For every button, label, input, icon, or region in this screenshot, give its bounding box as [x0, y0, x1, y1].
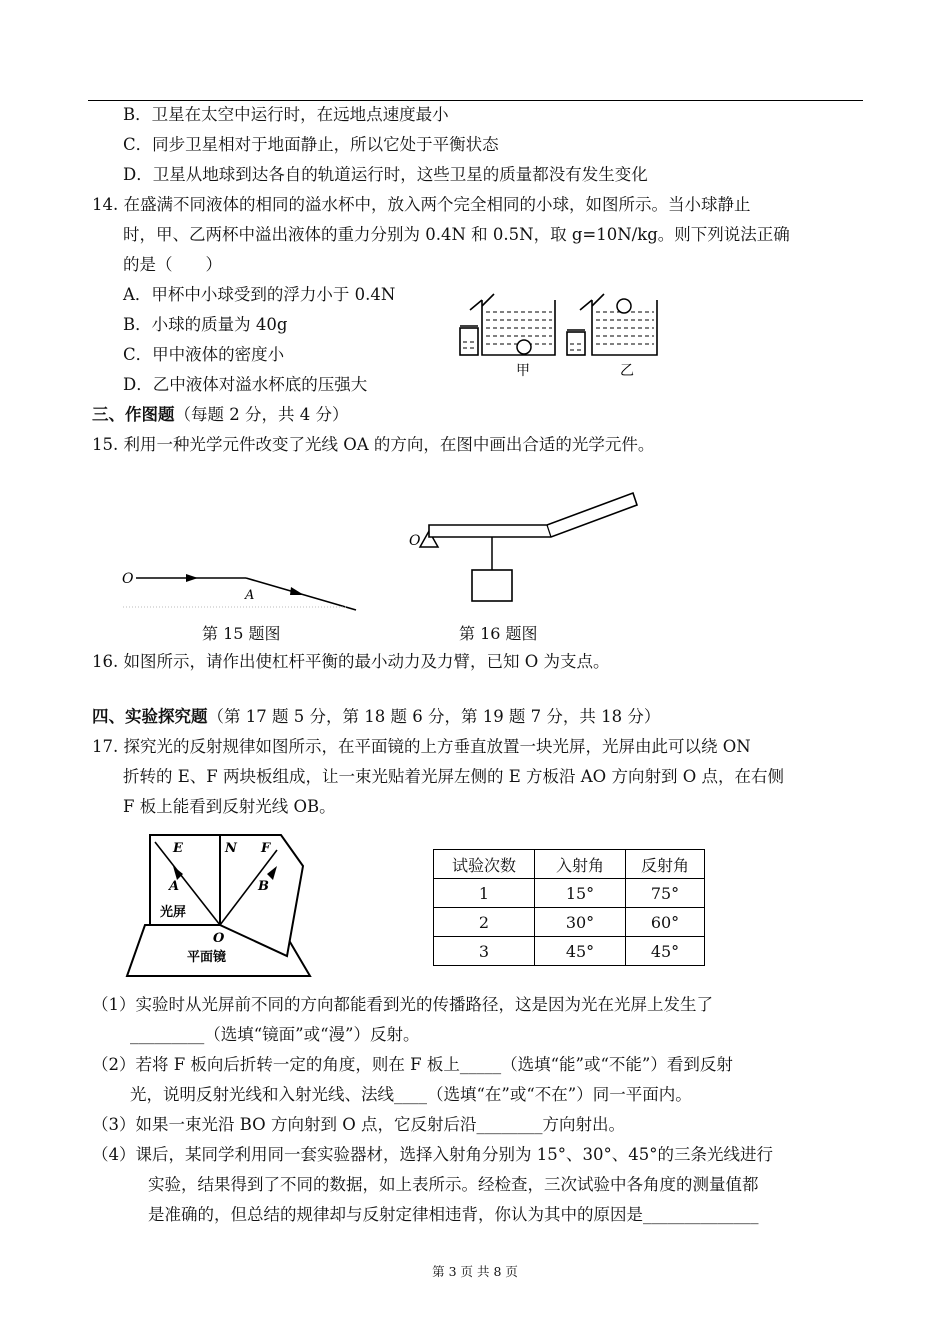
table-row [434, 908, 705, 937]
fig16-caption: 第 16 题图 [459, 624, 538, 643]
q17-part3: （3）如果一束光沿 BO 方向射到 O 点，它反射后沿________方向射出。 [92, 1115, 625, 1134]
q13-option-d: D．卫星从地球到达各自的轨道运行时，这些卫星的质量都没有发生变化 [123, 165, 648, 184]
cup-label-yi: 乙 [620, 363, 634, 379]
table-cell: 3 [434, 937, 535, 966]
q14-option-b: B．小球的质量为 40g [123, 315, 288, 334]
q17-stem-line2: 折转的 E、F 两块板组成，让一束光贴着光屏左侧的 E 方板沿 AO 方向射到 O 点，在右侧 [123, 767, 784, 786]
q13-option-b: B．卫星在太空中运行时，在远地点速度最小 [123, 105, 449, 124]
table-row [434, 937, 705, 966]
fig17-reflection-apparatus [125, 828, 325, 986]
fig15-label-o: O [122, 571, 134, 587]
table-cell: 30° [535, 908, 626, 937]
header-rule [88, 100, 863, 101]
fig17-label-e: E [173, 841, 183, 856]
table-cell: 15° [535, 879, 626, 908]
page-footer: 第 3 页 共 8 页 [432, 1264, 518, 1279]
table-header-cell: 试验次数 [434, 850, 535, 879]
table-cell: 45° [535, 937, 626, 966]
q17-part2-line1: （2）若将 F 板向后折转一定的角度，则在 F 板上_____（选填“能”或“不能”）看到反射 [92, 1055, 733, 1074]
q14-stem-line1: 14. 在盛满不同液体的相同的溢水杯中，放入两个完全相同的小球，如图所示。当小球静止 [92, 195, 751, 214]
section-4-heading: 四、实验探究题（第 17 题 5 分，第 18 题 6 分，第 19 题 7 分，共 18 分） [92, 707, 661, 726]
q14-stem-line2: 时，甲、乙两杯中溢出液体的重力分别为 0.4N 和 0.5N，取 g=10N/kg。则下列说法正确 [123, 225, 790, 244]
q17-stem-line1: 17. 探究光的反射规律如图所示，在平面镜的上方垂直放置一块光屏，光屏由此可以绕 ON [92, 737, 751, 756]
table-cell: 2 [434, 908, 535, 937]
q14-stem-line3: 的是（ ） [123, 255, 222, 274]
fig17-label-n: N [225, 841, 237, 856]
fig17-label-a: A [169, 879, 180, 894]
fig16-lever [405, 485, 645, 605]
q15-stem: 15. 利用一种光学元件改变了光线 OA 的方向，在图中画出合适的光学元件。 [92, 435, 655, 454]
q17-part4-line2: 实验，结果得到了不同的数据，如上表所示。经检查，三次试验中各角度的测量值都 [148, 1175, 759, 1194]
overflow-cups-figure [452, 280, 667, 380]
q17-part1-line1: （1）实验时从光屏前不同的方向都能看到光的传播路径，这是因为光在光屏上发生了 [92, 995, 713, 1014]
fig17-label-b: B [258, 879, 269, 894]
table-cell: 60° [626, 908, 705, 937]
q14-option-a: A．甲杯中小球受到的浮力小于 0.4N [123, 285, 396, 304]
fig15-caption: 第 15 题图 [202, 624, 281, 643]
fig17-label-o: O [213, 931, 225, 946]
section-3-heading: 三、作图题（每题 2 分，共 4 分） [92, 405, 349, 424]
q17-part2-line2: 光，说明反射光线和入射光线、法线____（选填“在”或“不在”）同一平面内。 [130, 1085, 692, 1104]
table-row [434, 879, 705, 908]
cup-label-jia: 甲 [516, 363, 530, 379]
fig17-label-screen: 光屏 [160, 905, 187, 920]
table-cell: 75° [626, 879, 705, 908]
q16-stem: 16. 如图所示，请作出使杠杆平衡的最小动力及力臂，已知 O 为支点。 [92, 652, 610, 671]
q13-option-c: C．同步卫星相对于地面静止，所以它处于平衡状态 [123, 135, 499, 154]
fig15-light-ray [118, 565, 363, 615]
q14-option-d: D．乙中液体对溢水杯底的压强大 [123, 375, 368, 394]
table-header-cell: 反射角 [626, 850, 705, 879]
fig15-label-a: A [245, 588, 255, 603]
table-header-cell: 入射角 [535, 850, 626, 879]
q17-stem-line3: F 板上能看到反射光线 OB。 [123, 797, 336, 816]
q17-part1-line2: _________（选填“镜面”或“漫”）反射。 [130, 1025, 420, 1044]
fig17-label-mirror: 平面镜 [187, 950, 227, 965]
table-cell: 1 [434, 879, 535, 908]
experiment-table [433, 849, 705, 966]
fig17-label-f: F [261, 841, 271, 856]
fig16-label-o: O [409, 533, 421, 549]
table-cell: 45° [626, 937, 705, 966]
table-header-row [434, 850, 705, 879]
q17-part4-line3: 是准确的，但总结的规律却与反射定律相违背，你认为其中的原因是______________ [148, 1205, 759, 1224]
q17-part4-line1: （4）课后，某同学利用同一套实验器材，选择入射角分别为 15°、30°、45°的三条光线进行 [92, 1145, 773, 1164]
q14-option-c: C．甲中液体的密度小 [123, 345, 285, 364]
